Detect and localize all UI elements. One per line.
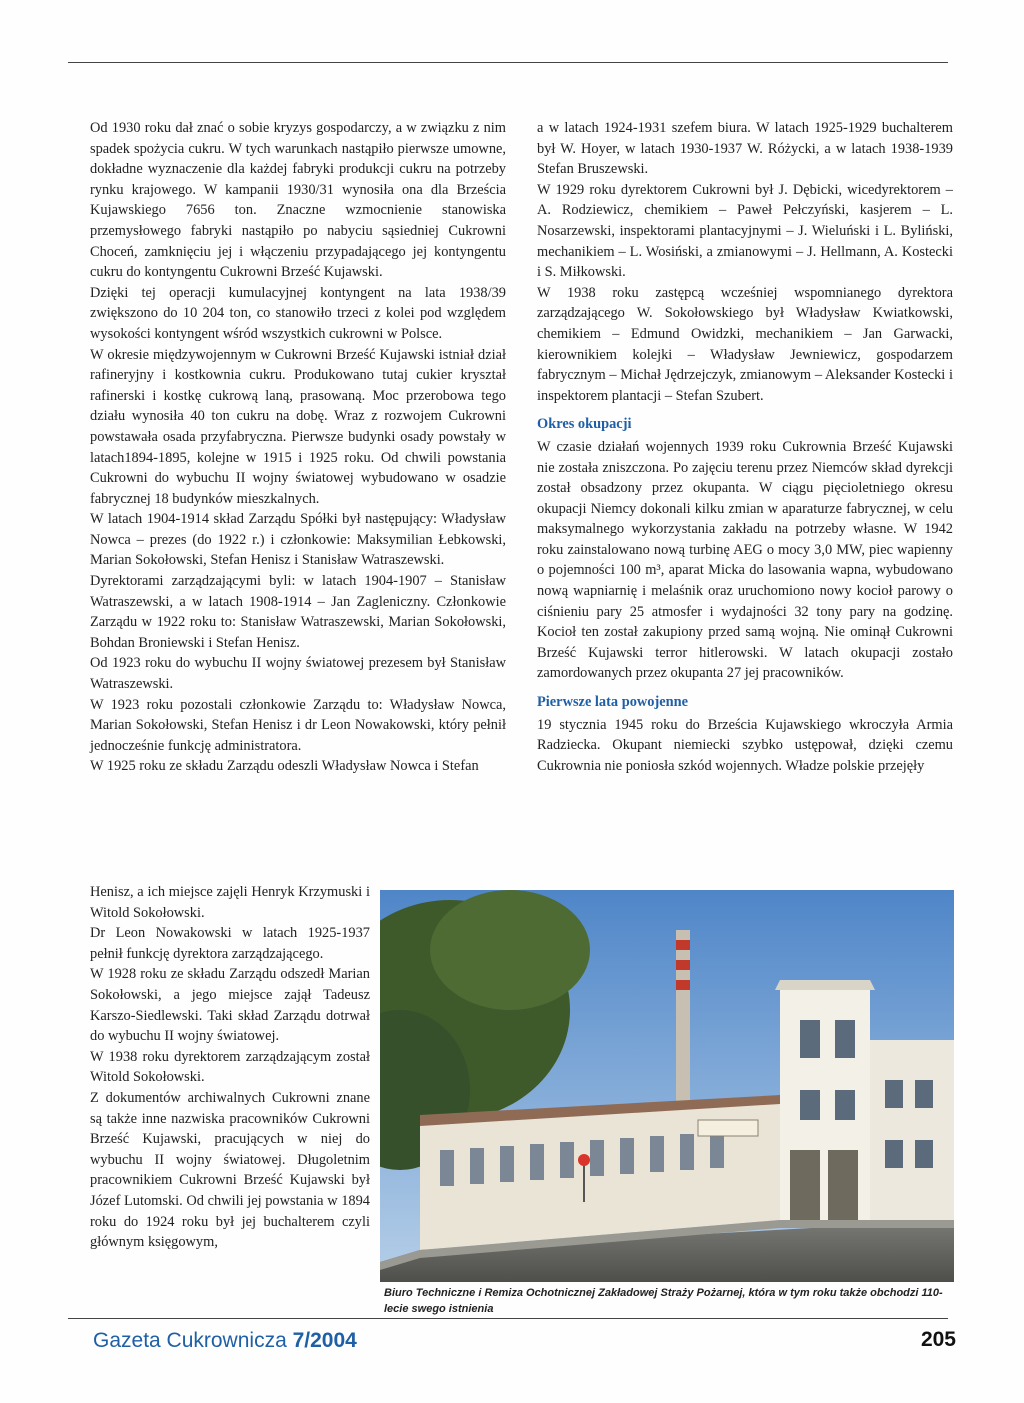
right-column bbox=[537, 118, 953, 776]
paragraph: Dzięki tej operacji kumulacyjnej kontyngent na lata 1938/39 zwiększono do 10 204 ton, co stanowiło trzeci z kolei pod względem wysokości kontyngent wśród wszystkich cukrowni w Polsce. bbox=[90, 284, 506, 342]
photo-caption: Biuro Techniczne i Remiza Ochotnicznej Zakładowej Straży Pożarnej, która w tym roku także obchodzi 110-lecie swego istnienia bbox=[384, 1287, 943, 1315]
left-column bbox=[90, 118, 506, 777]
paragraph: W czasie działań wojennych 1939 roku Cukrownia Brześć Kujawski nie została zniszczona. Po zajęciu terenu przez Niemców skład dyrekcji został obsadzony przez okupanta. W ciągu pięcioletniego okresu okupacji Niemcy dokonali kilku zmian w aparaturze fabrycznej, w celu maksymalnego wykorzystania zakładu na potrzeby własne. W 1942 roku zainstalowano nową turbinę AEG o mocy 3,0 MW, piec wapienny o pojemności 100 m³, aparat Micka do lasowania wapna, wybudowano nową wapniarnię i melaśnik oraz uruchomiono nowy kocioł parowy o ciśnieniu pary 25 atmosfer i wydajności 32 tony pary na godzinę. Kocioł ten został zakupiony przed samą wojną. Nie ominął Cukrowni Brześć Kujawski terror hitlerowski. W latach okupacji zostało zamordowanych przez okupanta 27 jej pracowników. bbox=[537, 438, 953, 682]
paragraph: Dyrektorami zarządzającymi byli: w latach 1904-1907 – Stanisław Watraszewski, a w latach 1908-1914 – Jan Zagleniczny. Członkowie Zarządu w 1922 roku to: Stanisław Watraszewski, Marian Sokołowski, Bohdan Broniewski i Stefan Henisz. bbox=[90, 573, 506, 651]
left-column-narrow bbox=[90, 882, 370, 1253]
paragraph: W okresie międzywojennym w Cukrowni Brześć Kujawski istniał dział rafineryjny i kostkownia cukru. Produkowano tutaj cukier kryształ rafinerski i kostkę cukrową laną, prasowaną. Moc przerobowa tego działu wynosiła 40 ton cukru na dobę. Wraz z rozwojem Cukrowni powstawała osada przyfabryczna. Pierwsze budynki osady powstały w latach1894-1895, kolejne w 1915 i 1925 roku. Od chwili powstania Cukrowni do wybuchu II wojny światowej wybudowano w osadzie fabrycznej 18 budynków mieszkalnych. bbox=[90, 346, 506, 507]
factory-photo bbox=[380, 890, 954, 1282]
bottom-rule bbox=[68, 1318, 948, 1319]
section-heading-postwar: Pierwsze lata powojenne bbox=[537, 694, 689, 711]
top-rule bbox=[68, 62, 948, 63]
paragraph: W 1923 roku pozostali członkowie Zarządu to: Władysław Nowca, Marian Sokołowski, Stefan Henisz i dr Leon Nowakowski, który pełnił jednocześnie funkcję administratora. bbox=[90, 696, 506, 754]
paragraph: W latach 1904-1914 skład Zarządu Spółki był następujący: Władysław Nowca – prezes (do 1922 r.) i członkowie: Maksymilian Łebkowski, Marian Sokołowski, Stefan Henisz i Stanisław Watraszewski. bbox=[90, 511, 506, 569]
paragraph: a w latach 1924-1931 szefem biura. W latach 1925-1929 buchalterem był W. Hoyer, w latach 1930-1937 W. Różycki, a w latach 1938-1939 Stefan Bruszewski. bbox=[537, 120, 953, 178]
paragraph: W 1938 roku zastępcą wcześniej wspomnianego dyrektora zarządzającego W. Sokołowskiego był Władysław Kwiatkowski, chemikiem – Edmund Owidzki, mechanikiem – Jan Garwacki, kierownikiem kolejki – Władysław Jewniewicz, gospodarzem fabrycznym – Michał Jędrzejczyk, zmianowym – Aleksander Kostecki i inspektorem plantacji – Stefan Szubert. bbox=[537, 284, 953, 404]
issue-number: 7/2004 bbox=[292, 1329, 357, 1352]
paragraph: Dr Leon Nowakowski w latach 1925-1937 pełnił funkcję dyrektora zarządzającego. bbox=[90, 925, 370, 962]
paragraph: 19 stycznia 1945 roku do Brześcia Kujawskiego wkroczyła Armia Radziecka. Okupant niemiecki szybko ustępował, dzięki czemu Cukrownia nie poniosła szkód wojennych. Władze polskie przejęły bbox=[537, 716, 953, 774]
paragraph: W 1929 roku dyrektorem Cukrowni był J. Dębicki, wicedyrektorem – A. Rodziewicz, chemikiem – Paweł Pełczyński, kasjerem – L. Nosarzewski, inspektorami plantacyjnymi – J. Wieluński i L. Byliński, mechanikiem – L. Wosiński, a zmianowymi – J. Hellmann, A. Kostecki i S. Miłkowski. bbox=[537, 181, 953, 281]
paragraph: Od 1923 roku do wybuchu II wojny światowej prezesem był Stanisław Watraszewski. bbox=[90, 655, 506, 693]
paragraph: Od 1930 roku dał znać o sobie kryzys gospodarczy, a w związku z nim spadek spożycia cukru. W tych warunkach nastąpiło pierwsze umowne, dokładne wyznaczenie dla każdej fabryki produkcji cukru na potrzeby rynku krajowego. W kampanii 1930/31 wynosiła ona dla Brześcia Kujawskiego 7656 ton. Znaczne wzmocnienie stanowiska przemysłowego fabryki nastąpiło po nabyciu sąsiedniej Cukrowni Choceń, zamknięciu jej i włączeniu przypadającego jej kontyngentu cukru do kontyngentu Cukrowni Brześć Kujawski. bbox=[90, 120, 506, 281]
footer-magazine bbox=[93, 1329, 357, 1353]
magazine-title: Gazeta Cukrownicza bbox=[93, 1329, 287, 1352]
paragraph: W 1928 roku ze składu Zarządu odszedł Marian Sokołowski, a jego miejsce zajął Tadeusz Karszo-Siedlewski. Taki skład Zarządu dotrwał do wybuchu II wojny światowej. bbox=[90, 966, 370, 1045]
paragraph: Z dokumentów archiwalnych Cukrowni znane są także inne nazwiska pracowników Cukrowni Brześć Kujawski, pracujących w niej do wybuchu II wojny światowej. Długoletnim pracownikiem Cukrowni Brześć Kujawski był Józef Lutomski. Od chwili jej powstania w 1894 roku do 1924 roku był jej buchalterem czyli głównym księgowym, bbox=[90, 1089, 370, 1251]
factory-photo-illustration bbox=[380, 890, 954, 1282]
paragraph: W 1938 roku dyrektorem zarządzającym został Witold Sokołowski. bbox=[90, 1048, 370, 1086]
page-number: 205 bbox=[920, 1328, 956, 1351]
section-heading-occupation: Okres okupacji bbox=[537, 416, 632, 433]
paragraph: W 1925 roku ze składu Zarządu odeszli Władysław Nowca i Stefan bbox=[90, 758, 479, 775]
paragraph: Henisz, a ich miejsce zajęli Henryk Krzymuski i Witold Sokołowski. bbox=[90, 884, 370, 921]
